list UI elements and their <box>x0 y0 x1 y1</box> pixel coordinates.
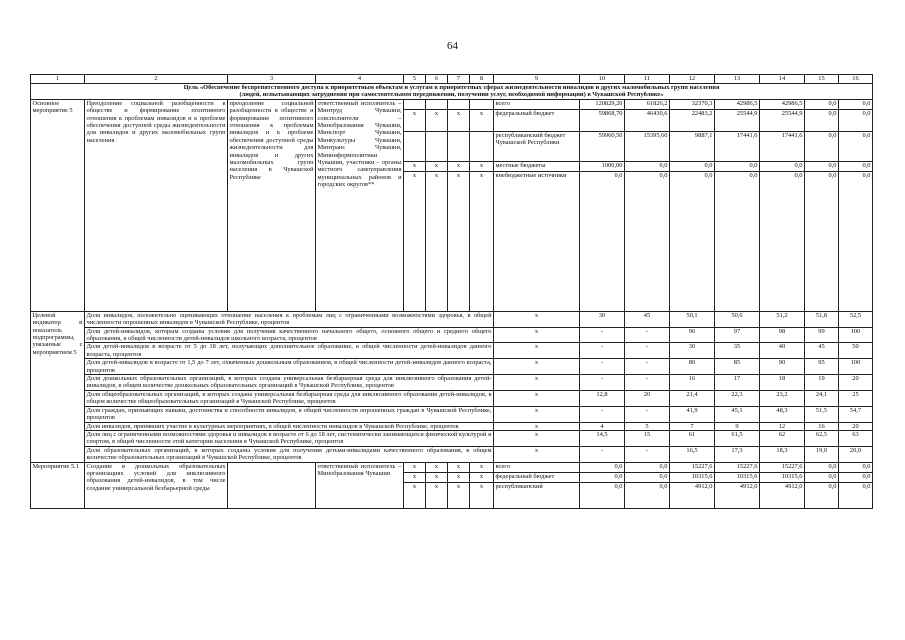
funding-value: 0,0 <box>805 109 839 131</box>
indicator-value: 95 <box>805 359 839 375</box>
funding-value: 0,0 <box>839 99 873 109</box>
indicator-label: Целевой индикатор и показатель подпрограммы, увязанные с мероприятием 5 <box>31 311 85 462</box>
finance-row <box>31 99 873 109</box>
funding-value: 42986,5 <box>760 99 805 109</box>
column-number-13: 13 <box>715 75 760 84</box>
budget-code: x <box>470 462 494 472</box>
event-name: Преодоление социальной разобщенности в обществе и формирование позитивного отношения к проблемам инвалидов и к проблеме обеспечения доступной среды жизнедеятельности для инвалидов и других маломобильных групп населения <box>85 99 228 311</box>
funding-source: республиканский бюджет Чувашской Республики <box>494 131 580 161</box>
column-number-12: 12 <box>670 75 715 84</box>
indicator-value: 5 <box>625 422 670 430</box>
funding-value: 0,0 <box>805 472 839 482</box>
funding-value: 0,0 <box>839 161 873 171</box>
column-number-15: 15 <box>805 75 839 84</box>
column-number-10: 10 <box>580 75 625 84</box>
funding-value: 10315,6 <box>715 472 760 482</box>
funding-value: 0,0 <box>839 109 873 131</box>
funding-source: всего <box>494 462 580 472</box>
indicator-value: 40 <box>760 343 805 359</box>
indicator-row <box>31 343 873 359</box>
indicator-text: Доля детей-инвалидов в возрасте от 5 до 18 лет, получающих дополнительное образование, в общей численности детей-инвалидов данного возраста, процентов <box>86 343 492 358</box>
indicator-value: 50 <box>839 343 873 359</box>
funding-value: 32370,3 <box>670 99 715 109</box>
indicator-value: 16 <box>670 375 715 391</box>
indicator-value: 24,1 <box>805 390 839 406</box>
event-task: преодоление социальной разобщенности в обществе и формирование позитивного отношения к проблемам инвалидов и к проблеме обеспечения доступной среды жизнедеятельности для инвалидов и других маломобильных групп населения в Чувашской Республике <box>228 99 316 311</box>
budget-code <box>404 131 426 161</box>
indicator-value: 52,5 <box>839 311 873 327</box>
funding-value: 10315,6 <box>670 472 715 482</box>
indicator-x: x <box>494 430 580 446</box>
funding-value: 0,0 <box>805 131 839 161</box>
funding-value: 46430,6 <box>625 109 670 131</box>
budget-code: x <box>448 462 470 472</box>
indicator-value: 20 <box>839 375 873 391</box>
funding-value: 10315,6 <box>760 472 805 482</box>
funding-source: всего <box>494 99 580 109</box>
indicator-text: Доля инвалидов, положительно оценивающих отношение населения к проблемам лиц с ограниченными возможностями здоровья, в общей численности опрошенных инвалидов в Чувашской Республике, процентов <box>86 311 492 327</box>
indicator-text: Доля лиц с ограниченными возможностями здоровья и инвалидов в возрасте от 6 до 18 лет, систематически занимающихся физической культурой и спортом, в общей численности этой категории населения в Чувашской Республике, процентов <box>86 430 492 446</box>
indicator-x: x <box>494 359 580 375</box>
funding-source: местные бюджеты <box>494 161 580 171</box>
indicator-value: 98 <box>760 327 805 343</box>
indicator-text: Доля инвалидов, принявших участие в культурных мероприятиях, в общей численности инвалидов в Чувашской Республике, процентов <box>85 422 494 430</box>
funding-value: 59868,70 <box>580 109 625 131</box>
indicator-value: - <box>625 327 670 343</box>
indicator-value: 23,2 <box>760 390 805 406</box>
funding-value: 0,0 <box>805 99 839 109</box>
indicator-value: 62 <box>760 430 805 446</box>
indicator-row <box>31 422 873 430</box>
indicator-row <box>31 311 873 327</box>
funding-value: 0,0 <box>625 472 670 482</box>
funding-value: 61826,2 <box>625 99 670 109</box>
indicator-value: 17,3 <box>715 446 760 462</box>
indicator-value: - <box>580 375 625 391</box>
column-number-1: 1 <box>31 75 85 84</box>
indicator-x: x <box>494 446 580 462</box>
budget-code: x <box>426 109 448 131</box>
event-type: Основное мероприятие 5 <box>31 99 85 311</box>
funding-value: 0,0 <box>805 462 839 472</box>
budget-code: x <box>470 171 494 311</box>
budget-code: x <box>426 462 448 472</box>
budget-code: x <box>426 482 448 508</box>
indicator-value: 100 <box>839 359 873 375</box>
indicator-value: 48,3 <box>760 406 805 422</box>
indicator-value: - <box>625 446 670 462</box>
indicator-value: - <box>625 343 670 359</box>
indicator-value: 62,5 <box>805 430 839 446</box>
indicator-value: 20 <box>839 422 873 430</box>
indicator-value: 22,3 <box>715 390 760 406</box>
indicator-x: x <box>494 422 580 430</box>
funding-source: федеральный бюджет <box>494 109 580 131</box>
funding-value: 0,0 <box>839 131 873 161</box>
funding-value: 17441,6 <box>760 131 805 161</box>
indicator-x: x <box>494 375 580 391</box>
indicator-value: - <box>580 446 625 462</box>
indicator-value: 80 <box>670 359 715 375</box>
indicator-value: - <box>580 327 625 343</box>
indicator-value: 30 <box>670 343 715 359</box>
indicator-value: 54,7 <box>839 406 873 422</box>
column-number-row <box>31 75 873 84</box>
indicator-value: 96 <box>670 327 715 343</box>
event-name: Создание в дошкольных образовательных организациях условий для инклюзивного образования детей-инвалидов, в том числе создание универсальной безбарьерной среды <box>85 462 228 508</box>
budget-code: x <box>404 482 426 508</box>
funding-value: 0,0 <box>625 482 670 508</box>
program-table <box>30 74 873 509</box>
budget-code: x <box>448 472 470 482</box>
indicator-value: 17 <box>715 375 760 391</box>
budget-code: x <box>426 161 448 171</box>
indicator-x: x <box>494 343 580 359</box>
funding-value: 0,0 <box>625 171 670 311</box>
funding-value: 0,0 <box>580 171 625 311</box>
goal-row <box>31 84 873 100</box>
indicator-value: 35 <box>715 343 760 359</box>
indicator-value: 85 <box>715 359 760 375</box>
funding-value: 0,0 <box>839 462 873 472</box>
budget-code <box>404 99 426 109</box>
funding-value: 25544,9 <box>760 109 805 131</box>
indicator-value: - <box>625 375 670 391</box>
indicator-text: Доля общеобразовательных организаций, в которых создана универсальная безбарьерная среда для инклюзивного образования детей-инвалидов, в общем количестве общеобразовательных организаций в Чувашской Республике, процентов <box>86 390 492 406</box>
indicator-value: 18 <box>760 375 805 391</box>
budget-code: x <box>470 109 494 131</box>
budget-code: x <box>470 472 494 482</box>
indicator-text: Доля граждан, признающих навыки, достоинства и способности инвалидов, в общей численности опрошенных граждан в Чувашской Республике, процентов <box>86 406 492 422</box>
indicator-value: 63 <box>839 430 873 446</box>
budget-code: x <box>404 109 426 131</box>
indicator-value: 20,0 <box>839 446 873 462</box>
funding-value: 25544,9 <box>715 109 760 131</box>
indicator-row <box>31 430 873 446</box>
funding-value: 0,0 <box>625 462 670 472</box>
column-number-4: 4 <box>316 75 404 84</box>
budget-code: x <box>448 109 470 131</box>
column-number-11: 11 <box>625 75 670 84</box>
indicator-value: 61,5 <box>715 430 760 446</box>
indicator-value: 16 <box>805 422 839 430</box>
funding-value: 4912,0 <box>670 482 715 508</box>
indicator-value: 51,5 <box>805 406 839 422</box>
indicator-value: - <box>580 359 625 375</box>
goal-line-2: (людей, испытывающих затруднения при самостоятельном передвижении, получении услуг, необходимой информации) в Чувашской Республике» <box>239 91 664 99</box>
funding-value: 15395,60 <box>625 131 670 161</box>
funding-value: 15227,6 <box>760 462 805 472</box>
funding-value: 0,0 <box>670 161 715 171</box>
indicator-value: 12,8 <box>580 390 625 406</box>
indicator-value: - <box>580 406 625 422</box>
indicator-value: 41,9 <box>670 406 715 422</box>
indicator-x: x <box>494 390 580 406</box>
column-number-16: 16 <box>839 75 873 84</box>
funding-value: 0,0 <box>580 472 625 482</box>
indicator-value: 16,5 <box>670 446 715 462</box>
funding-value: 0,0 <box>839 482 873 508</box>
indicator-row <box>31 390 873 406</box>
goal-title <box>31 84 873 100</box>
funding-value: 1000,00 <box>580 161 625 171</box>
funding-source: республиканский <box>494 482 580 508</box>
funding-value: 0,0 <box>760 171 805 311</box>
page-number: 64 <box>447 40 458 52</box>
indicator-row <box>31 359 873 375</box>
column-number-2: 2 <box>85 75 228 84</box>
indicator-value: 50,6 <box>715 311 760 327</box>
column-number-6: 6 <box>426 75 448 84</box>
budget-code: x <box>404 462 426 472</box>
indicator-value: 21,4 <box>670 390 715 406</box>
funding-value: 4912,0 <box>760 482 805 508</box>
column-number-3: 3 <box>228 75 316 84</box>
budget-code <box>448 99 470 109</box>
budget-code: x <box>448 161 470 171</box>
funding-value: 42986,5 <box>715 99 760 109</box>
column-number-7: 7 <box>448 75 470 84</box>
indicator-row <box>31 327 873 343</box>
indicator-text: Доля образовательных организаций, в которых созданы условия для получения детьми-инвалидами качественного образования, в общем количестве образовательных организаций в Чувашской Республике, процентов <box>86 446 492 462</box>
budget-code: x <box>470 161 494 171</box>
indicator-value: 61 <box>670 430 715 446</box>
budget-code <box>426 99 448 109</box>
column-number-9: 9 <box>494 75 580 84</box>
funding-value: 15227,6 <box>670 462 715 472</box>
indicator-value: - <box>625 359 670 375</box>
indicator-value: - <box>625 406 670 422</box>
indicator-text: Доля детей-инвалидов, которым созданы условия для получения качественного начального общего, основного общего и среднего общего образования, в общей численности детей-инвалидов школьного возраста, процентов <box>86 327 492 343</box>
indicator-value: 25 <box>839 390 873 406</box>
budget-code: x <box>404 472 426 482</box>
indicator-text: Доля детей-инвалидов в возрасте от 1,5 до 7 лет, охваченных дошкольным образованием, в общей численности детей-инвалидов данного возраста, процентов <box>86 359 492 374</box>
funding-value: 0,0 <box>625 161 670 171</box>
indicator-value: 45,1 <box>715 406 760 422</box>
indicator-x: x <box>494 406 580 422</box>
column-number-5: 5 <box>404 75 426 84</box>
indicator-value: 97 <box>715 327 760 343</box>
indicator-value: 30 <box>580 311 625 327</box>
indicator-value: 18,3 <box>760 446 805 462</box>
funding-value: 0,0 <box>715 171 760 311</box>
funding-value: 0,0 <box>580 482 625 508</box>
budget-code: x <box>448 482 470 508</box>
indicator-row <box>31 406 873 422</box>
funding-value: 0,0 <box>760 161 805 171</box>
funding-value: 0,0 <box>805 482 839 508</box>
column-number-14: 14 <box>760 75 805 84</box>
event-task <box>228 462 316 508</box>
budget-code: x <box>448 171 470 311</box>
event-executor: ответственный исполнитель – Минобразования Чувашии <box>316 462 404 508</box>
funding-value: 0,0 <box>580 462 625 472</box>
indicator-value: 90 <box>760 359 805 375</box>
budget-code <box>470 131 494 161</box>
indicator-value: 15 <box>625 430 670 446</box>
event-executor: ответственный исполнитель – Минтруд Чувашии, соисполнители – Минобразования Чувашии, Минспорт Чувашии, Минкультуры Чувашии, Минтранс Чувашии, Мининформполитики Чувашии, участники – органы местного самоуправления муниципальных районов и городских округов** <box>316 99 404 311</box>
finance-row <box>31 462 873 472</box>
indicator-value: 50,1 <box>670 311 715 327</box>
indicator-value: 12 <box>760 422 805 430</box>
goal-line-1: Цель «Обеспечение беспрепятственного доступа к приоритетным объектам и услугам в приоритетных сферах жизнедеятельности инвалидов и других маломобильных групп населения <box>183 84 720 91</box>
indicator-value: 100 <box>839 327 873 343</box>
funding-value: 4912,0 <box>715 482 760 508</box>
indicator-value: 20 <box>625 390 670 406</box>
budget-code: x <box>470 482 494 508</box>
indicator-text: Доля дошкольных образовательных организаций, в которых создана универсальная безбарьерная среда для инклюзивного образования детей-инвалидов, в общем количестве дошкольных образовательных организаций в Чувашской Республике, процентов <box>86 375 492 390</box>
funding-value: 0,0 <box>670 171 715 311</box>
funding-value: 0,0 <box>805 161 839 171</box>
indicator-value: 99 <box>805 327 839 343</box>
column-number-8: 8 <box>470 75 494 84</box>
indicator-value: - <box>580 343 625 359</box>
indicator-value: 19,0 <box>805 446 839 462</box>
funding-value: 59960,50 <box>580 131 625 161</box>
indicator-value: 45 <box>805 343 839 359</box>
funding-value: 120829,20 <box>580 99 625 109</box>
budget-code <box>470 99 494 109</box>
indicator-value: 14,5 <box>580 430 625 446</box>
funding-value: 17441,6 <box>715 131 760 161</box>
indicator-row <box>31 375 873 391</box>
funding-value: 0,0 <box>839 171 873 311</box>
funding-source: внебюджетные источники <box>494 171 580 311</box>
event-type: Мероприятие 5.1 <box>31 462 85 508</box>
funding-value: 22483,2 <box>670 109 715 131</box>
budget-code: x <box>404 171 426 311</box>
budget-code: x <box>404 161 426 171</box>
indicator-value: 4 <box>580 422 625 430</box>
indicator-value: 51,2 <box>760 311 805 327</box>
indicator-row <box>31 446 873 462</box>
funding-value: 9887,1 <box>670 131 715 161</box>
funding-value: 0,0 <box>805 171 839 311</box>
funding-source: федеральный бюджет <box>494 472 580 482</box>
indicator-value: 9 <box>715 422 760 430</box>
indicator-x: x <box>494 327 580 343</box>
budget-code: x <box>426 171 448 311</box>
budget-code <box>426 131 448 161</box>
indicator-x: x <box>494 311 580 327</box>
budget-code: x <box>426 472 448 482</box>
indicator-value: 45 <box>625 311 670 327</box>
indicator-value: 7 <box>670 422 715 430</box>
indicator-value: 51,8 <box>805 311 839 327</box>
funding-value: 0,0 <box>839 472 873 482</box>
funding-value: 15227,6 <box>715 462 760 472</box>
funding-value: 0,0 <box>715 161 760 171</box>
budget-code <box>448 131 470 161</box>
indicator-value: 19 <box>805 375 839 391</box>
